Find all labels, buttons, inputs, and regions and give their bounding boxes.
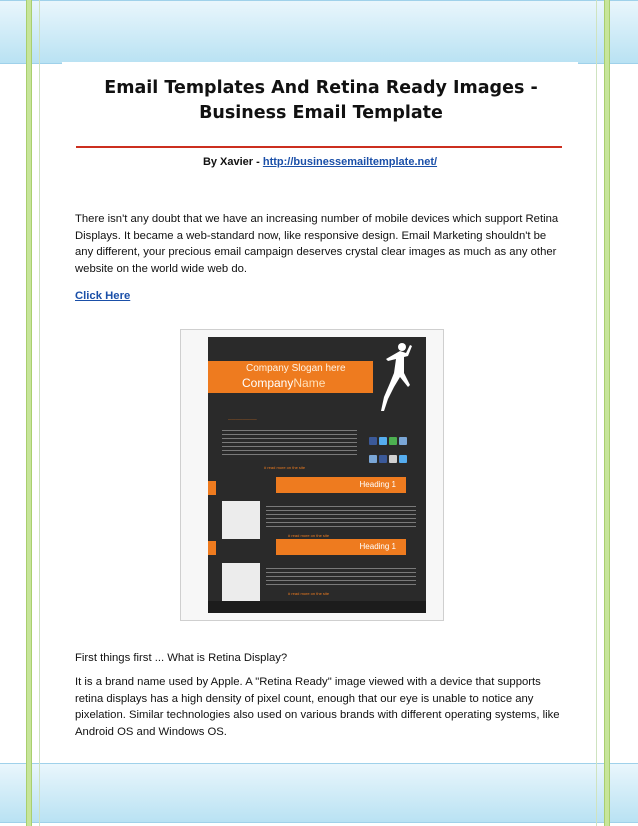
linkedin-icon: [379, 455, 387, 463]
model-photo-2: [222, 563, 260, 601]
template-text-block-2: [266, 503, 416, 529]
rss-icon: [369, 455, 377, 463]
company-suffix: Name: [293, 376, 326, 390]
share-icon: [389, 437, 397, 445]
twitter-icon: [379, 437, 387, 445]
read-more-1: # read more on the site: [264, 465, 306, 470]
template-footer-bar: [208, 601, 426, 613]
read-more-2: # read more on the site: [288, 533, 330, 538]
side-tab-2: [208, 541, 216, 555]
left-frame-line: [26, 0, 32, 826]
company-prefix: Company: [242, 376, 294, 390]
template-text-block: [222, 427, 357, 455]
question-heading: First things first ... What is Retina Display?: [75, 652, 288, 664]
right-frame-line: [604, 0, 610, 826]
byline: [62, 156, 578, 168]
heading-ribbon-1: Heading 1: [276, 477, 406, 493]
template-preview-image: [208, 337, 426, 613]
bookmark-icon: [389, 455, 397, 463]
vimeo-icon: [399, 455, 407, 463]
facebook-icon: [369, 437, 377, 445]
heading-ribbon-2: Heading 1: [276, 539, 406, 555]
read-more-3: # read more on the site: [288, 591, 330, 596]
title-rule: [76, 146, 562, 148]
karate-silhouette-icon: [380, 341, 414, 413]
social-icons: [368, 433, 410, 457]
byline-link[interactable]: http://businessemailtemplate.net/: [262, 156, 438, 168]
intro-paragraph: There isn't any doubt that we have an increasing number of mobile devices which support Retina Displays. It became a web-standard now, like responsive design. Email Marketing shouldn't be any different, your precious email campaign deserves crystal clear images as much as any other website on the world wide web do.: [75, 213, 559, 275]
click-here-link[interactable]: Click Here: [75, 290, 131, 302]
retina-paragraph: It is a brand name used by Apple. A "Retina Ready" image viewed with a device that supports retina displays has a high density of pixel count, enough that our eye is unable to notice any pixelation. Similar technologies also used on various brands with different operating systems, like Android OS and Windows OS.: [75, 676, 560, 738]
mail-icon: [399, 437, 407, 445]
template-line-a: ————————: [228, 417, 257, 421]
slogan-ribbon: [208, 361, 373, 393]
side-tab-1: [208, 481, 216, 495]
company-name: [242, 376, 325, 390]
slogan-text: Company Slogan here: [246, 363, 346, 374]
page-title: Email Templates And Retina Ready Images - Business Email Template: [104, 78, 538, 123]
template-text-block-3: [266, 565, 416, 587]
model-photo-1: [222, 501, 260, 539]
byline-author: By Xavier -: [202, 156, 263, 168]
